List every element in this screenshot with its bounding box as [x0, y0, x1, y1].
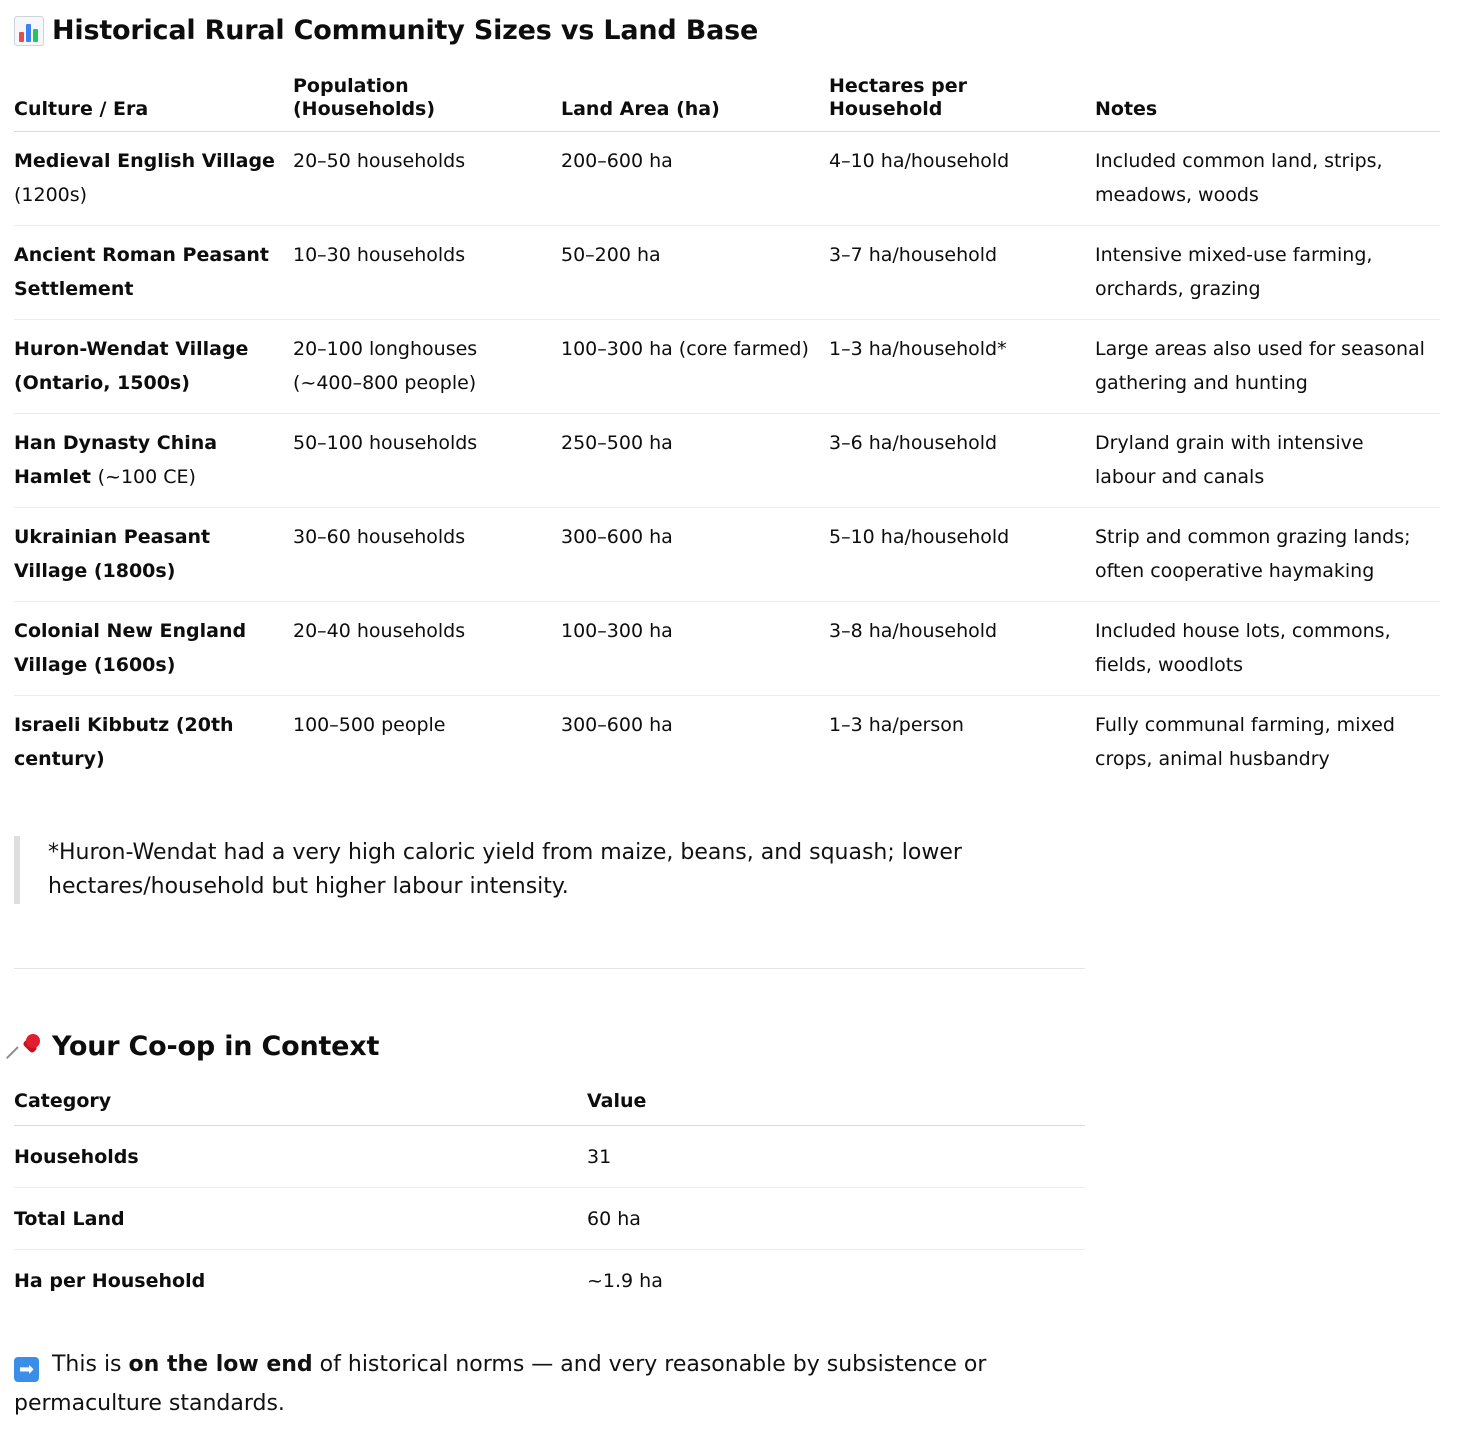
cell-category: Ha per Household	[14, 1270, 206, 1292]
cell-land: 300–600 ha	[561, 508, 829, 602]
cell-culture: Huron-Wendat Village (Ontario, 1500s)	[14, 320, 293, 414]
cell-notes: Strip and common grazing lands; often cooperative haymaking	[1095, 508, 1440, 602]
pushpin-icon	[14, 1032, 44, 1062]
cell-population: 50–100 households	[293, 414, 561, 508]
column-header: Land Area (ha)	[561, 75, 829, 132]
cell-land: 100–300 ha	[561, 602, 829, 696]
cell-land: 50–200 ha	[561, 226, 829, 320]
table-row	[14, 132, 1440, 226]
cell-population: 20–100 longhouses (~400–800 people)	[293, 320, 561, 414]
conclusion-text-before: This is	[45, 1352, 129, 1377]
cell-ha-per: 1–3 ha/household*	[829, 320, 1095, 414]
cell-land: 300–600 ha	[561, 714, 673, 736]
table-row	[14, 1126, 1085, 1188]
cell-notes: Included house lots, commons, fields, woodlots	[1095, 602, 1440, 696]
cell-culture: Ukrainian Peasant Village (1800s)	[14, 508, 293, 602]
column-header: Hectares per Household	[829, 75, 1095, 132]
table-row	[14, 414, 1440, 508]
conclusion-paragraph	[14, 1345, 1054, 1423]
column-header: Notes	[1095, 75, 1440, 132]
cell-population: 20–40 households	[293, 602, 561, 696]
cell-culture: Israeli Kibbutz (20th century)	[14, 714, 234, 770]
table-row	[14, 1188, 1085, 1250]
table-row	[14, 1250, 1085, 1312]
divider	[14, 968, 1085, 969]
cell-land: 100–300 ha (core farmed)	[561, 320, 829, 414]
coop-table	[14, 1090, 1085, 1311]
cell-ha-per: 5–10 ha/household	[829, 508, 1095, 602]
section-title-historical	[14, 15, 758, 46]
cell-culture: Han Dynasty China Hamlet (~100 CE)	[14, 414, 293, 508]
cell-value: ~1.9 ha	[587, 1270, 663, 1292]
cell-ha-per: 3–8 ha/household	[829, 602, 1095, 696]
bar-chart-icon	[14, 16, 44, 46]
cell-ha-per: 3–7 ha/household	[829, 226, 1095, 320]
cell-culture: Colonial New England Village (1600s)	[14, 602, 293, 696]
cell-notes: Included common land, strips, meadows, woods	[1095, 132, 1440, 226]
cell-notes: Intensive mixed-use farming, orchards, grazing	[1095, 226, 1440, 320]
cell-value: 60 ha	[587, 1188, 1085, 1250]
cell-land: 200–600 ha	[561, 132, 829, 226]
conclusion-text-after: of historical norms — and very reasonable by subsistence or permaculture standards.	[14, 1352, 987, 1416]
conclusion-bold: on the low end	[128, 1352, 313, 1377]
footnote-blockquote: *Huron-Wendat had a very high caloric yield from maize, beans, and squash; lower hectares/household but higher labour intensity.	[14, 836, 1084, 904]
historical-table	[14, 75, 1440, 789]
cell-population: 20–50 households	[293, 132, 561, 226]
table-row	[14, 602, 1440, 696]
cell-category: Total Land	[14, 1188, 587, 1250]
cell-population: 10–30 households	[293, 226, 561, 320]
cell-population: 30–60 households	[293, 508, 561, 602]
cell-notes: Fully communal farming, mixed crops, animal husbandry	[1095, 714, 1395, 770]
cell-notes: Dryland grain with intensive labour and canals	[1095, 414, 1440, 508]
table-header-row	[14, 75, 1440, 132]
table-row	[14, 696, 1440, 790]
right-arrow-icon: ➡	[14, 1357, 39, 1382]
column-header: Culture / Era	[14, 75, 293, 132]
cell-notes: Large areas also used for seasonal gathering and hunting	[1095, 320, 1440, 414]
cell-ha-per: 1–3 ha/person	[829, 714, 964, 736]
table-row	[14, 508, 1440, 602]
section-title-text: Historical Rural Community Sizes vs Land Base	[52, 15, 759, 46]
table-row	[14, 226, 1440, 320]
section-title-text: Your Co-op in Context	[52, 1031, 380, 1062]
column-header: Value	[587, 1090, 1085, 1126]
cell-ha-per: 3–6 ha/household	[829, 414, 1095, 508]
cell-land: 250–500 ha	[561, 414, 829, 508]
table-header-row	[14, 1090, 1085, 1126]
column-header: Category	[14, 1090, 587, 1126]
cell-population: 100–500 people	[293, 714, 446, 736]
cell-category: Households	[14, 1126, 587, 1188]
cell-culture: Medieval English Village (1200s)	[14, 132, 293, 226]
table-row	[14, 320, 1440, 414]
column-header: Population (Households)	[293, 75, 561, 132]
section-title-coop	[14, 1031, 379, 1062]
cell-culture: Ancient Roman Peasant Settlement	[14, 226, 293, 320]
cell-ha-per: 4–10 ha/household	[829, 132, 1095, 226]
cell-value: 31	[587, 1126, 1085, 1188]
